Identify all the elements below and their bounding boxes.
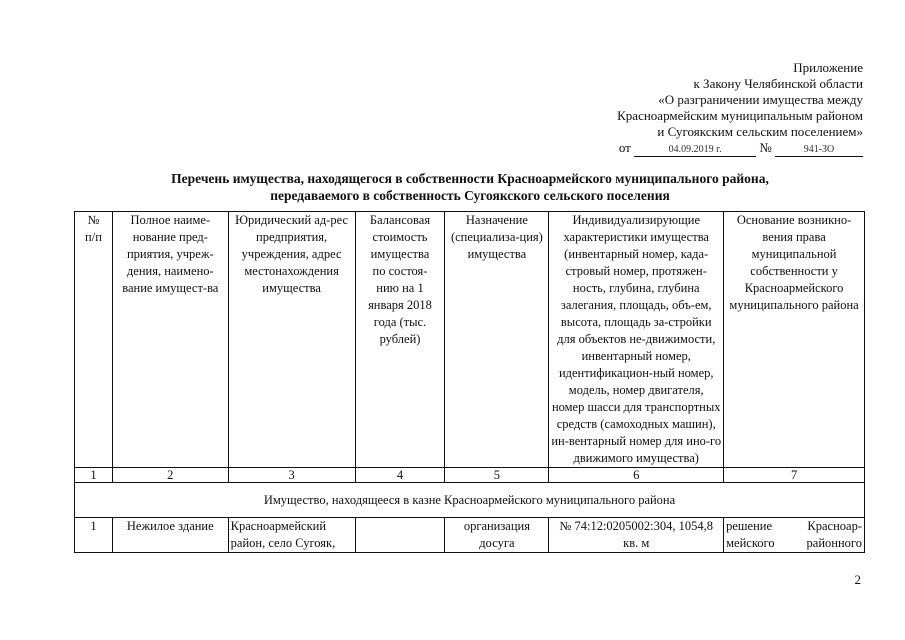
- column-number: 4: [355, 468, 445, 483]
- number-prefix: №: [759, 140, 772, 155]
- row-basis: решение Красноар-мейского районного: [724, 518, 865, 553]
- section-title: Имущество, находящееся в казне Красноармейского муниципального района: [75, 483, 865, 518]
- header-cell-num: № п/п: [75, 212, 113, 468]
- header-cell-balance: Балансовая стоимость имущества по состоя-нию на 1 января 2018 года (тыс. рублей): [355, 212, 445, 468]
- property-table: [74, 211, 865, 553]
- row-balance: [355, 518, 445, 553]
- table-row: [75, 518, 865, 553]
- column-number: 3: [228, 468, 355, 483]
- document-title: [70, 170, 870, 204]
- column-number: 5: [445, 468, 549, 483]
- column-number: 7: [724, 468, 865, 483]
- appendix-line: Красноармейским муниципальным районом: [617, 108, 863, 123]
- column-number: 1: [75, 468, 113, 483]
- appendix-block: [543, 60, 863, 157]
- title-line-2: передаваемого в собственность Сугоякского сельского поселения: [270, 188, 670, 203]
- header-cell-basis: Основание возникно-вения права муниципальной собственности у Красноармейского муниципального района: [724, 212, 865, 468]
- title-line-1: Перечень имущества, находящегося в собственности Красноармейского муниципального района,: [171, 171, 769, 186]
- header-cell-address: Юридический ад-рес предприятия, учреждения, адрес местонахождения имущества: [228, 212, 355, 468]
- column-number: 6: [549, 468, 724, 483]
- appendix-line: к Закону Челябинской области: [693, 76, 863, 91]
- appendix-line: и Сугоякским сельским поселением»: [657, 124, 863, 139]
- law-date-line: [543, 140, 863, 157]
- section-row: [75, 483, 865, 518]
- row-address: Красноармейский район, село Сугояк,: [228, 518, 355, 553]
- column-number: 2: [112, 468, 228, 483]
- date-prefix: от: [618, 140, 631, 155]
- row-purpose: организация досуга: [445, 518, 549, 553]
- header-cell-purpose: Назначение (специализа-ция) имущества: [445, 212, 549, 468]
- row-name: Нежилое здание: [112, 518, 228, 553]
- appendix-line: «О разграничении имущества между: [658, 92, 863, 107]
- law-number: 941-ЗО: [775, 144, 863, 157]
- appendix-line: Приложение: [793, 60, 863, 75]
- column-number-row: [75, 468, 865, 483]
- page-number: 2: [854, 572, 861, 587]
- law-date: 04.09.2019 г.: [634, 144, 756, 157]
- header-cell-name: Полное наиме-нование пред-приятия, учреж-дения, наимено-вание имущест-ва: [112, 212, 228, 468]
- header-row: [75, 212, 865, 468]
- row-characteristics: № 74:12:0205002:304, 1054,8 кв. м: [549, 518, 724, 553]
- row-num: 1: [75, 518, 113, 553]
- header-cell-characteristics: Индивидуализирующие характеристики имущества (инвентарный номер, када-стровый номер, протяжен-ность, глубина, глубина залегания, площадь, объ-ем, высота, площадь за-стройки для объектов не-движимости, инвентарный номер, идентификацион-ный номер, модель, номер двигателя, номер шасси для транспортных средств (самоходных машин), ин-вентарный номер для ино-го движимого имущества): [549, 212, 724, 468]
